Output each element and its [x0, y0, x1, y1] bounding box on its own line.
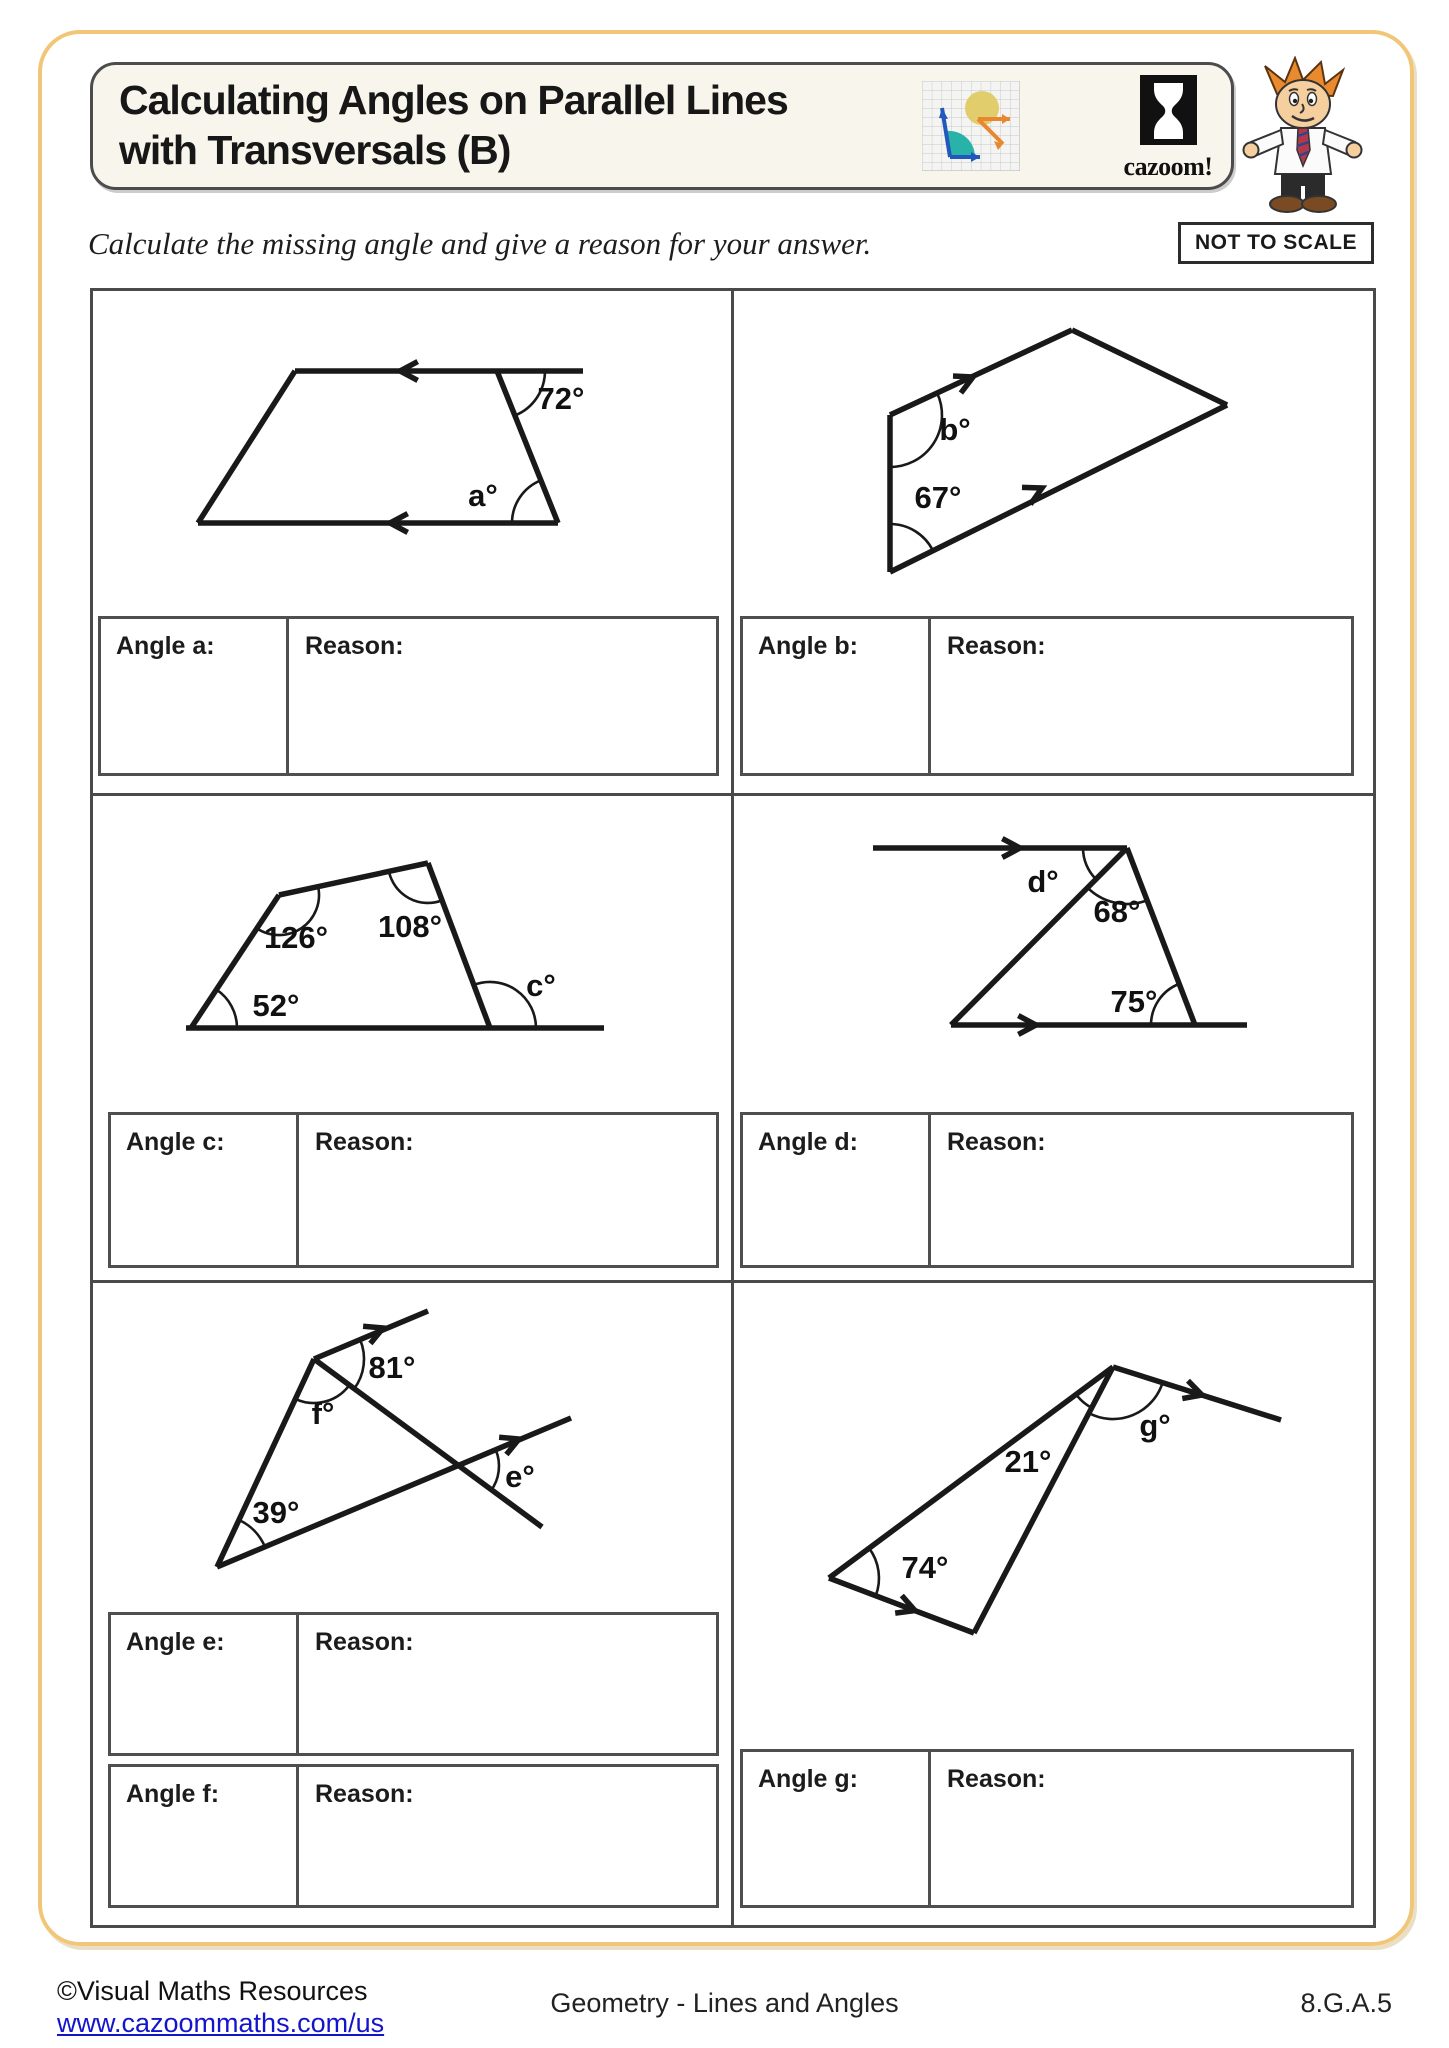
grid-column-divider	[731, 291, 734, 1925]
brand-text: cazoom!	[1123, 152, 1213, 181]
unknown-angle-label: c°	[526, 968, 556, 1003]
angle-label-cell: Angle f:	[111, 1767, 299, 1905]
answer-table-d	[740, 1112, 1354, 1268]
reason-label-cell: Reason:	[947, 632, 1046, 660]
answer-table-g	[740, 1749, 1354, 1908]
angle-value-label: 67°	[914, 480, 962, 515]
hourglass-icon	[1140, 75, 1197, 145]
angle-value-label: 21°	[1004, 1444, 1052, 1479]
angle-label-cell: Angle b:	[743, 619, 931, 773]
footer-topic: Geometry - Lines and Angles	[550, 1988, 899, 2018]
instruction-text: Calculate the missing angle and give a reason for your answer.	[88, 226, 872, 261]
angle-label-cell: Angle e:	[111, 1615, 299, 1753]
reason-label-cell: Reason:	[305, 632, 404, 660]
unknown-angle-label: d°	[1027, 864, 1059, 899]
footer-copyright: ©Visual Maths Resources	[57, 1976, 368, 2006]
angle-value-label: 68°	[1093, 894, 1141, 929]
unknown-angle-label: f°	[311, 1396, 335, 1431]
angle-value-label: 108°	[377, 909, 443, 944]
unknown-angle-label: b°	[939, 412, 971, 447]
cartoon-man-mascot	[1237, 56, 1367, 218]
unknown-angle-label: e°	[505, 1459, 535, 1494]
reason-label-cell: Reason:	[947, 1128, 1046, 1156]
unknown-angle-label: g°	[1139, 1408, 1171, 1443]
reason-label-cell: Reason:	[315, 1128, 414, 1156]
angle-value-label: 72°	[537, 381, 585, 416]
answer-table-f	[108, 1764, 719, 1908]
unknown-angle-label: a°	[468, 478, 498, 513]
angle-value-label: 52°	[252, 988, 300, 1023]
angle-value-label: 126°	[263, 920, 329, 955]
answer-table-b	[740, 616, 1354, 776]
cazoom-logo	[1108, 75, 1228, 182]
angle-value-label: 74°	[901, 1550, 949, 1585]
angle-label-cell: Angle c:	[111, 1115, 299, 1265]
angle-label-cell: Angle d:	[743, 1115, 931, 1265]
page-title-line2: with Transversals (B)	[119, 127, 511, 173]
grid-row-divider-2	[93, 1280, 1373, 1283]
reason-label-cell: Reason:	[315, 1780, 414, 1808]
answer-table-c	[108, 1112, 719, 1268]
angle-label-cell: Angle a:	[101, 619, 289, 773]
angle-label-cell: Angle g:	[743, 1752, 931, 1905]
angle-value-label: 75°	[1110, 984, 1158, 1019]
reason-label-cell: Reason:	[315, 1628, 414, 1656]
not-to-scale-badge: NOT TO SCALE	[1178, 222, 1374, 264]
answer-table-e	[108, 1612, 719, 1756]
answer-table-a	[98, 616, 719, 776]
footer-standard-code: 8.G.A.5	[1300, 1988, 1392, 2018]
page-title	[119, 75, 788, 175]
grid-row-divider-1	[93, 793, 1373, 796]
footer-website-link[interactable]: www.cazoommaths.com/us	[57, 2008, 385, 2038]
title-box	[90, 62, 1234, 190]
angle-value-label: 81°	[368, 1350, 416, 1385]
reason-label-cell: Reason:	[947, 1765, 1046, 1793]
angle-value-label: 39°	[252, 1495, 300, 1530]
page-title-line1: Calculating Angles on Parallel Lines	[119, 77, 788, 123]
angles-on-grid-icon	[922, 81, 1020, 171]
